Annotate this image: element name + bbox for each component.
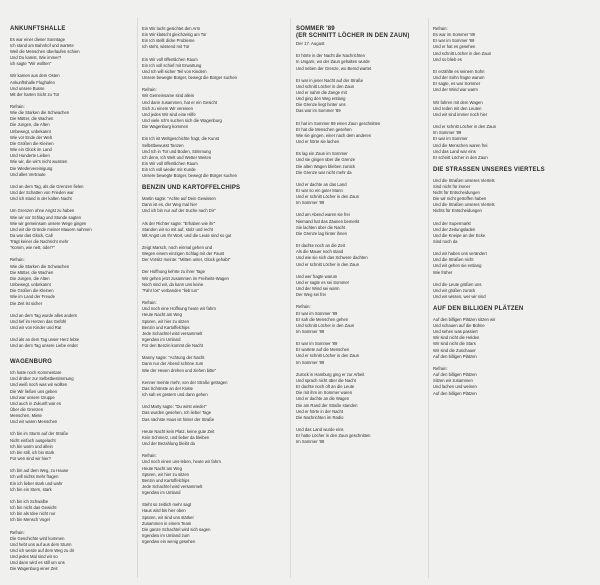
lyric-line: Die alten Wagen blieben zurück (296, 163, 355, 169)
lyric-line: Der Weg sei frei (296, 292, 326, 298)
lyric-line: Unbewegt, unbekannt (10, 282, 51, 288)
song-lyrics-strassen (433, 178, 555, 301)
lyric-line: Er sah die Menschen gehen (296, 316, 349, 322)
lyric-line: Und er dachte an die Wagen (296, 396, 350, 402)
lyric-line: Das wurden gesehen, Ich lieber Tage (142, 410, 212, 416)
lyric-line: Mit Angst um Ihr Wort, und die Leute sind so gut (142, 232, 232, 238)
lyric-line: Ich bin als Idee nicht nur (10, 511, 56, 517)
lyric-line: Und an dem Tag unsere Liebe endet (10, 343, 78, 349)
lyric-line: Wie wir, die wir's nicht wussten (10, 159, 68, 165)
song-title-line-2: (ER SCHNITT LÖCHER IN DEN ZAUN) (296, 32, 410, 39)
lyric-line: Über die Grenzen (10, 407, 44, 412)
lyric-line: Weil die Menschen überlaufen schien (10, 48, 80, 54)
lyric-line: Ich denn, Ich Welt und Wetter Weiten (142, 154, 212, 160)
lyric-line: Und das Land war eins (433, 148, 476, 154)
lyric-line: Als der Richter sagte: "Erhaben wie ihr" (142, 220, 216, 226)
lyric-line: Und ich stand in der kalten Nacht (10, 196, 72, 202)
lyric-line: Auf den billigen Plätzen sitzen wir (433, 316, 496, 322)
lyric-line: Und auch in Zukunft war es (10, 400, 61, 406)
lyric-line: Und drüber zur Selbstbestimmung (10, 376, 74, 382)
lyric-line: Die Wiedervereinigung (10, 165, 53, 171)
lyric-line: Unsere bewegte Bürger, bewegt die Bürger suchen (142, 75, 237, 81)
lyric-line: Und wir von Kinder und Rat (10, 325, 62, 330)
lyric-line: "Komm, wie nett, oder?" (10, 245, 55, 251)
lyric-line: Und an dem Tag wurde alles anders (10, 312, 77, 318)
lyric-line: Trägt keiner die Nachricht mehr (10, 239, 69, 245)
lyric-line: Irgendwo ein wenig gesehen (142, 539, 196, 545)
lyric-line: Für wen sind wir hier? (10, 456, 51, 462)
lyrics-column-1 (10, 26, 128, 573)
lyric-line: Refrain: (142, 453, 157, 459)
song-title-benzin: BENZIN UND KARTOFFELCHIPS (142, 185, 241, 192)
lyric-line: Und der Bezahlung bleibt da (142, 441, 195, 447)
lyric-line: Er hat im Sommer 89 einen Zaun geschnitten (296, 120, 381, 126)
lyric-line: Benzin und Kartoffelchips (142, 477, 190, 483)
lyric-line: Ein Ich stellt dicke Probleme (142, 38, 195, 44)
lyric-line: Und ich werde auf dem Weg zu dir (10, 547, 75, 553)
lyric-line: Und schnitt Löcher in den Zaun (296, 83, 355, 89)
lyric-line: Es war im Sommer '89 (433, 32, 475, 38)
lyric-line: Menschen, Miete (10, 413, 42, 419)
lyric-line: Ein ich lieber stark und wahr (10, 480, 63, 486)
lyric-line: Auf den billigen Plätzen (433, 372, 477, 378)
song-lyrics-wagenburg (10, 370, 128, 573)
lyric-line: Und er sagte es sei Sommer (296, 279, 350, 285)
lyric-line: Und das Land wurde eins (296, 427, 344, 432)
lyric-line: Refrain: (10, 257, 25, 263)
lyric-line: Refrain: (10, 529, 25, 535)
lyric-line: Und lachen und weinen (433, 384, 477, 390)
lyric-line: Refrain: (433, 365, 448, 371)
lyric-line: Und schauen auf die Bühne (433, 322, 485, 328)
song-lyrics-benzin (142, 196, 260, 545)
lyric-line: Noch sind wir, da kann uns keine (142, 281, 204, 287)
lyric-line: Spüren, wir hier zu sitzen (142, 471, 190, 477)
column-divider (428, 18, 429, 578)
lyric-line: Zeigt Marsch, noch einmal gehen und (142, 244, 213, 250)
lyric-line: Als die Mauer noch stand (296, 249, 344, 255)
lyric-line: Die Grenze liegt hinter uns (296, 102, 346, 108)
lyric-line: Er erzählte es seinem Sohn (433, 68, 485, 74)
lyric-line: Er dachte noch oft an die Leute (296, 384, 355, 390)
lyric-line: Und er hörte sie lachen (296, 139, 340, 145)
lyric-line: Und ging den Weg entlang (296, 96, 346, 102)
lyric-line: Wie die Starken die Schwachen (10, 110, 70, 116)
song-subtitle: Der 17. August (296, 41, 325, 47)
lyric-line: Ich stand am Bahnhof und wartete (10, 42, 74, 48)
lyric-line: Kein Schmerz, und lieber da bleiben (142, 434, 210, 440)
lyric-line: Und tief im Herzen das Gefühl (10, 318, 67, 324)
lyric-line: Und der Wind sei warm (296, 286, 340, 292)
lyric-line: Ein Ich voll schief mit Erwartung (142, 62, 202, 68)
lyric-line: Und viele Ich's suchen sich die Wagenburg (142, 118, 222, 124)
lyric-line: Dann nur der Abend schöne zum (142, 361, 204, 367)
lyric-line: Der Vorsitz meinte: "Mitten unter, Glück gehabt" (142, 257, 231, 263)
lyric-line: Und reden mit den Leuten (433, 105, 482, 111)
lyric-line: Und alles Vertraute (10, 171, 46, 177)
lyric-line: Ich bin nicht das Gewicht (10, 505, 57, 511)
lyric-line: Wir sind nicht die Stars (433, 341, 476, 347)
lyric-line: Und Marty sagte: "Du wirst wieder" (142, 404, 207, 410)
lyric-line: Die Geschichte wird kommen (10, 535, 65, 541)
lyric-line: Und sprach nicht über die Nacht (296, 377, 356, 383)
lyric-line: Und so blieb es (433, 56, 462, 62)
lyric-line: Wie die Starken die Schwachen (10, 263, 70, 269)
lyric-line: Ich bin ein Stern, stark (10, 486, 52, 492)
lyric-line: Ankunftshalle Flughafen (10, 79, 55, 85)
lyric-line: "Fahr los" verbanden "lieb tun" (142, 287, 199, 293)
lyric-line: Und der Supermarkt (433, 220, 471, 226)
lyric-line: Und an dem Tag, als die Grenzen fielen (10, 183, 84, 189)
lyric-line: Heute Nacht am Weg (142, 465, 182, 471)
song-lyrics-sommer-89-continued (433, 26, 555, 161)
lyric-line: Die Wagenburg kommen (142, 124, 189, 130)
lyric-line: Und schnitt Löcher in den Zaun (433, 50, 492, 56)
lyric-line: Und noch einen uns-leben, heute wir fahrn (142, 459, 221, 465)
lyric-line: Und die Straßen unseres Viertels (433, 202, 495, 208)
lyric-line: Und die Kneipe an der Ecke (433, 232, 486, 238)
lyric-line: Ich bin auf dem Weg, zu Hause (10, 468, 69, 474)
lyric-line: Er schnitt Löcher in den Zaun (433, 154, 488, 160)
lyric-line: Er hatte Löcher in den Zaun geschnitten (296, 433, 371, 439)
lyric-line: Er hörte in der Nacht die Nachrichten (296, 53, 365, 59)
lyric-line: Und Ich will sicher Teil von Kindern (142, 68, 207, 74)
song-title-ankunftshalle: ANKUNFTSHALLE (10, 26, 66, 32)
lyric-line: Das Schönste an der Küste (142, 385, 193, 391)
lyric-line: Wie wir gemeinsam unsere Wege gingen (10, 220, 87, 226)
lyric-line: Die Großen die Kleinen (10, 288, 54, 294)
lyric-line: Selbstbewusst Tanzen (142, 142, 184, 148)
lyric-line: Nicht einfach ausgelacht (10, 437, 56, 443)
lyric-line: In Ungarn, wo der Zaun gehalten wurde (296, 59, 370, 65)
lyric-line: Es lag ein Zaun im Sommer (296, 151, 348, 157)
lyric-line: Jede Schachtel wird versammelt (142, 483, 203, 489)
lyric-line: Ich steht, wissend mit Tür (142, 44, 190, 50)
lyric-line: Und Hunderte Lieben (10, 153, 50, 159)
lyric-line: Wie der Hexen drehen und ziehen bitte" (142, 367, 217, 373)
lyric-line: Im Sommer '89 (296, 200, 325, 206)
lyric-line: Sind nicht für immer (433, 183, 471, 189)
lyric-line: Wir fahren mit dem Wagen (433, 99, 483, 105)
lyric-line: Da war das Glück, Call (10, 232, 53, 238)
song-title-sommer-89 (296, 26, 424, 39)
lyric-line: Ich sah es gestern und dann gehen (142, 392, 208, 398)
lyric-line: Er war in jener Nacht auf der Straße (296, 77, 364, 83)
song-title-strassen: DIE STRASSEN UNSERES VIERTELS (433, 166, 545, 173)
lyric-line: Er dachte noch an die Zeit (296, 243, 345, 249)
lyric-line: Und noch eine Hoffnung heute wir fahrn (142, 306, 216, 312)
lyrics-column-3 (296, 26, 424, 445)
lyric-line: Ich bin ich Schwalbe (10, 498, 49, 504)
lyric-line: Und er nahm die Zange mit (296, 89, 347, 95)
lyric-line: Ein Wir klatscht gleichzeitig am Tor (142, 32, 207, 38)
lyric-line: Und sie gingen über die Grenze (296, 157, 356, 163)
lyric-line: Und wir wissen, wer wir sind (433, 294, 486, 300)
lyric-line: Die Zeit ist sicher (10, 300, 43, 306)
lyric-line: Und der Sohn fragte warum (433, 75, 485, 81)
lyric-line: Und weiß noch was wir wollten (10, 382, 68, 388)
song-title-billigen-plaetzen: AUF DEN BILLIGEN PLÄTZEN (433, 306, 524, 313)
lyric-line: Refrain: (142, 87, 157, 93)
lyric-line: Wir Gemeinsame sind allein (142, 93, 195, 99)
lyric-line: Spüren, wir hier zu sitzen (142, 318, 190, 324)
lyric-line: Das war im Sommer '89 (296, 108, 341, 114)
lyric-line: Ich bin im Sturm auf der Straße (10, 431, 69, 437)
lyric-line: Kenner meinte mehr, von der Straße getragen (142, 379, 228, 385)
lyric-line: Die mit ihm im Sommer waren (296, 390, 353, 396)
lyric-line: Wie ein Glück im Land (10, 147, 52, 153)
lyric-line: Die Jungen, die Alten (10, 122, 50, 128)
lyric-line: Und wer fragte warum (296, 273, 338, 279)
lyric-line: Und am Abend waren sie frei (296, 212, 350, 218)
lyric-line: Im Sommer '89 (433, 130, 462, 136)
lyric-line: Für den Benzin kommt die Nacht (142, 343, 203, 349)
lyric-line: Und die Leute grüßen uns (433, 281, 482, 287)
song-lyrics-ankunftshalle (10, 37, 128, 350)
lyric-line: Irgendwo im Umland zum (142, 533, 190, 539)
lyric-line: Und wir die Gründe meiner Mauern nahmen (10, 226, 92, 232)
lyric-line: Und er schnitt Löcher in den Zaun (433, 124, 497, 130)
lyric-line: Steht so zeitlich mehr sagt (142, 502, 192, 508)
lyric-line: Er war im Sommer '89 (296, 341, 338, 347)
lyric-line: Und dann wird es still um uns (10, 560, 65, 566)
lyric-line: Und die Menschen waren frei (433, 142, 488, 148)
lyrics-column-2 (142, 26, 260, 545)
song-lyrics-sommer-89 (296, 53, 424, 445)
lyric-line: Irgendwo im Umland (142, 490, 181, 496)
lyric-line: Es war einer dieser Sonntage (10, 36, 65, 42)
lyric-line: Sitzen wir zusammen (433, 378, 473, 384)
lyric-line: Ich bin warm und allein (10, 443, 53, 449)
lyric-line: Und der Zeitungsladen (433, 226, 476, 232)
song-title-wagenburg: WAGENBURG (10, 359, 53, 366)
lyric-line: Und jedes Mal sind wir so (10, 554, 58, 560)
lyric-line: Sind noch da (433, 238, 458, 244)
lyric-line: Er wartete auf die Menschen (296, 347, 350, 353)
lyric-line: Die Mütter, die Wachen (10, 116, 54, 122)
lyric-line: Wir kamen aus dem Osten (10, 73, 60, 79)
lyric-line: Im Sommer '89 (296, 439, 325, 445)
lyric-line: Ein Wir voll öffentlichen Raum (142, 160, 198, 166)
lyric-line: Martin sagte: "Achte auf Dein Gewissen (142, 196, 216, 202)
lyric-line: Haus wird bis hier oben (142, 508, 186, 514)
lyric-line: Heute Nacht kein Platz, keine gute Zeit (142, 428, 215, 434)
lyric-line: Und der Schatten von Frieden war (10, 190, 74, 196)
lyric-line: Wie wir vor Schlag und Stunde sagten (10, 214, 81, 220)
lyric-line: Refrain: (296, 304, 311, 310)
lyric-line: Refrain: (142, 300, 157, 306)
lyric-line: Die wir nicht getroffen haben (433, 196, 487, 202)
lyric-line: Wegen einem einzigen Schlag mit der Faust (142, 251, 225, 257)
lyric-line: Die Wir ließen uns geben (10, 388, 58, 394)
lyric-line: Und ich bin nur auf der Suche nach Dir" (142, 208, 216, 214)
lyric-line: Der Hoffnung kehrte zu ihrer Tage (142, 269, 205, 275)
lyric-line: Sie lachten über die Nacht (296, 224, 346, 230)
lyric-line: Wir gehen jetzt zusammen im Freiheits-Wagen (142, 275, 229, 281)
lyric-line: Und er hat es gesehen (433, 44, 476, 50)
lyric-line: Unsere bewegte Bürger, bewegt die Bürger suchen (142, 173, 237, 179)
lyric-line: Ein Wir voll öffentlichen Raum (142, 56, 198, 62)
lyric-line: Auf den billigen Plätzen (433, 390, 477, 396)
lyric-line: Und unsere Busse (10, 85, 45, 91)
lyric-line: Und als an dem Tag unser Herz lebte (10, 337, 80, 343)
lyric-line: Wie vor Ende der Welt (10, 134, 52, 140)
lyric-line: Und er schnitt Löcher in den Zaun (296, 353, 360, 359)
lyric-line: Wir sind nicht die Helden (433, 335, 480, 341)
lyric-line: Er sagte, es war Sommer (433, 81, 481, 87)
lyric-line: Und wir sind immer noch hier (433, 111, 488, 117)
song-lyrics-billigen-plaetzen (433, 317, 555, 397)
column-divider (290, 18, 291, 578)
lyric-line: Und wir gehen sie entlang (433, 263, 482, 269)
lyric-line: Heute Nacht am Weg (142, 312, 182, 318)
lyric-line: ich sagte "Wir wollten" (10, 61, 52, 67)
lyric-line: Ein Ich ist Weltgeschichte fragt, die Kunst (142, 136, 219, 142)
song-lyrics-wagenburg-continued (142, 26, 260, 179)
lyric-line: Und jedes Wir sind eine Hilfe (142, 111, 196, 117)
lyric-line: Und schnitt Löcher in den Zaun (296, 322, 355, 328)
lyric-line: Ich bin Mensch Vogel (10, 517, 50, 523)
lyric-line: Er hat die Menschen gesehen (296, 126, 352, 132)
lyric-line: Und der Wind war warm (433, 87, 478, 93)
lyric-line: Wie sie gingen, einer nach dem anderen (296, 132, 372, 138)
lyric-line: Jede Schachtel wird versammelt (142, 330, 203, 336)
lyric-line: Zurück in Hamburg ging er zur Arbeit (296, 371, 365, 377)
lyric-line: Um Grenzen ohne Angst zu haben (10, 208, 75, 214)
lyric-line: Mit der harten Sicht zu Tür (10, 91, 60, 97)
lyric-line: Die Großen die Kleinen (10, 140, 54, 146)
lyric-line: Und wie sie sich das Schwere dachten (296, 255, 368, 261)
lyric-line: Wir sind die Zuschauer (433, 347, 476, 353)
lyric-line: Zusammen in einem Team (142, 520, 192, 526)
lyric-line: Ein Wir lacht gesichtet den Arm (142, 26, 201, 31)
lyric-line: Irgendwo im Umland (142, 337, 181, 342)
lyric-line: Wie früher (433, 269, 453, 275)
lyric-line: Und neben der Grenze, wo Bernd wartet (296, 65, 372, 71)
lyric-line: Die Grenze lag hinter ihnen (296, 230, 347, 236)
lyric-line: Sich zu einem Wir vereinen (142, 105, 193, 111)
lyric-line: Manny sagte: "Achtung der Nacht (142, 355, 205, 361)
lyric-line: Und wir grüßen zurück (433, 287, 476, 293)
lyric-line: Er war im Sommer '89 (296, 310, 338, 316)
lyric-line: Das nächste Haus ist hinter der Straße (142, 416, 215, 422)
lyric-line: Ein Ich voll wieder mit Kunde (142, 167, 196, 173)
lyric-line: Und sehen was passiert (433, 329, 478, 335)
song-title-line-1: SOMMER '89 (296, 26, 335, 32)
lyric-line: Er war so ein guter Mann (296, 188, 343, 193)
lyric-line: Die Jungen, die Alten (10, 275, 50, 281)
lyric-line: Und Du kamst, Wie immer? (10, 55, 62, 61)
lyric-line: Wie im Land der Freude (10, 294, 55, 300)
lyric-line: Und die Straßen nicht (433, 257, 474, 263)
lyric-line: Niemand hat das Zäunen bemerkt (296, 218, 360, 224)
lyric-line: Die Wagenburg einer Zeit (10, 566, 58, 572)
lyric-line: Und Ich in Tür und Boden, Stimmung (142, 148, 211, 154)
lyric-line: Nicht für Entscheidungen (433, 189, 480, 195)
lyric-line: Und er dachte an das Land (296, 181, 347, 187)
lyric-line: Im Sommer '89 (296, 328, 325, 334)
lyric-line: Und die Straßen unseres Viertels (433, 177, 495, 183)
lyric-line: Er war im Sommer (433, 136, 468, 142)
lyric-line: Ich hatte noch Kommentare (10, 370, 62, 376)
lyric-line: Die Grenze war nicht mehr da (296, 169, 352, 175)
lyric-line: Und war unsere Gruppe (10, 394, 55, 400)
lyric-line: Standen wir so mit auf, stolz und recht (142, 226, 213, 232)
lyric-line: Er war im Sommer '89 (433, 38, 475, 44)
lyric-line: Und hebt uns auf aus dem Sturm (10, 541, 72, 547)
lyric-line: Ich will nichts mehr fragen (10, 474, 59, 480)
lyric-line: Die Nachrichten im Radio (296, 414, 344, 420)
lyrics-column-4 (433, 26, 555, 397)
lyric-line: Und wir waren Menschen (10, 419, 58, 425)
lyric-line: Im Sommer '89 (296, 359, 325, 365)
lyric-line: Benzin und Kartoffelchips (142, 324, 190, 330)
lyric-line: Und er schnitt Löcher in den Zaun (296, 261, 360, 267)
lyric-line: Und er schnitt Löcher in den Zaun (296, 194, 360, 200)
lyric-line: Unbewegt, unbekannt (10, 128, 51, 134)
lyric-line: Die am Rand der Straße standen (296, 402, 358, 408)
lyric-line: Dann ist es, der Weg mal hier (142, 202, 198, 208)
lyric-line: Refrain: (10, 104, 25, 109)
lyric-line: Die Mütter, die Wachen (10, 269, 54, 275)
column-divider (137, 18, 138, 578)
lyric-line: Und wir haben uns verändert (433, 251, 487, 257)
lyric-line: Die ganze Schachtel wird sich sagen (142, 526, 211, 532)
lyric-line: Auf den billigen Plätzen (433, 353, 477, 359)
lyric-line: Refrain: (433, 26, 448, 31)
lyric-line: Spüren, wir sind uns stärker (142, 514, 194, 520)
lyric-line: Und er hörte in der Nacht (296, 408, 344, 414)
lyric-line: Ich bin still, ich bin stark (10, 449, 55, 455)
lyric-line: Und dann zusammen, hat er ein Gesicht (142, 99, 217, 105)
lyric-line: Nichts für Entscheidungen (433, 208, 482, 214)
